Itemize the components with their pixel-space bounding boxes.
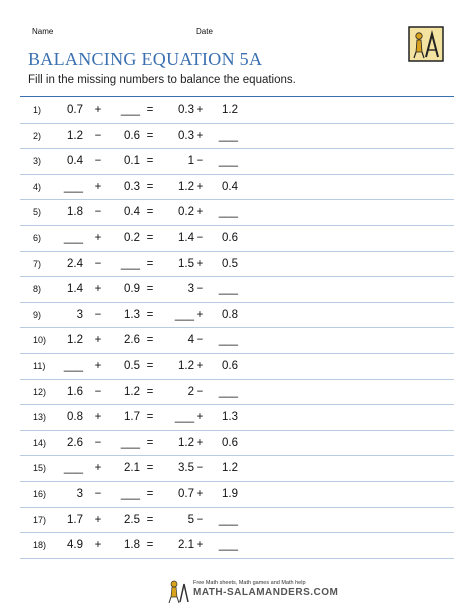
term-a-blank[interactable]: ___ — [63, 462, 83, 475]
term-d-blank[interactable]: ___ — [218, 206, 238, 219]
term-a: 1.2 — [67, 334, 83, 347]
problem-number: 5) — [33, 207, 42, 218]
term-b: 0.5 — [124, 359, 140, 372]
operator-1: + — [94, 539, 102, 552]
term-b-blank[interactable]: ___ — [120, 436, 140, 449]
equals-sign: = — [146, 308, 154, 321]
problem-number: 11) — [33, 360, 46, 371]
term-d-blank[interactable]: ___ — [218, 334, 238, 347]
operator-1: + — [94, 359, 102, 372]
term-b: 0.2 — [124, 231, 140, 244]
equals-sign: = — [146, 334, 154, 347]
term-d: 0.6 — [222, 436, 238, 449]
term-d-blank[interactable]: ___ — [218, 129, 238, 142]
term-a: 3 — [76, 308, 83, 321]
equals-sign: = — [146, 513, 154, 526]
operator-1: + — [94, 411, 102, 424]
term-c: 0.7 — [178, 487, 194, 500]
term-a: 1.7 — [67, 513, 83, 526]
term-b: 2.6 — [124, 334, 140, 347]
operator-1: + — [94, 283, 102, 296]
instructions-text: Fill in the missing numbers to balance the equations. — [28, 74, 296, 86]
equals-sign: = — [146, 359, 154, 372]
problem-row — [20, 226, 454, 252]
term-b-blank[interactable]: ___ — [120, 257, 140, 270]
term-b-blank[interactable]: ___ — [120, 104, 140, 116]
operator-1: + — [94, 104, 102, 116]
problem-row — [20, 175, 454, 201]
term-c: 1.2 — [178, 359, 194, 372]
header-divider — [20, 96, 454, 97]
problem-row — [20, 456, 454, 482]
operator-2: − — [196, 513, 204, 526]
equals-sign: = — [146, 231, 154, 244]
problem-row — [20, 482, 454, 508]
term-a: 1.8 — [67, 206, 83, 219]
operator-1: − — [94, 308, 102, 321]
term-a-blank[interactable]: ___ — [63, 231, 83, 244]
term-c-blank[interactable]: ___ — [174, 308, 194, 321]
equals-sign: = — [146, 411, 154, 424]
operator-2: − — [196, 385, 204, 398]
term-a: 1.4 — [67, 283, 83, 296]
date-label: Date — [196, 27, 213, 36]
equals-sign: = — [146, 257, 154, 270]
problem-number: 14) — [33, 437, 47, 448]
operator-1: − — [94, 257, 102, 270]
problem-number: 12) — [33, 386, 47, 397]
problem-row — [20, 508, 454, 534]
operator-1: − — [94, 436, 102, 449]
term-c: 2.1 — [178, 539, 194, 552]
problem-number: 15) — [33, 463, 47, 474]
term-c: 0.2 — [178, 206, 194, 219]
footer-tagline: Free Math sheets, Math games and Math help — [193, 580, 306, 586]
term-a: 1.6 — [67, 385, 83, 398]
operator-2: + — [196, 104, 204, 116]
operator-2: + — [196, 257, 204, 270]
operator-1: + — [94, 513, 102, 526]
term-b-blank[interactable]: ___ — [120, 487, 140, 500]
problem-row — [20, 98, 454, 124]
problem-row — [20, 277, 454, 303]
operator-2: + — [196, 180, 204, 193]
term-a-blank[interactable]: ___ — [63, 359, 83, 372]
equals-sign: = — [146, 385, 154, 398]
term-d: 0.8 — [222, 308, 238, 321]
operator-1: − — [94, 206, 102, 219]
problem-list — [20, 98, 454, 559]
problem-row — [20, 431, 454, 457]
problem-number: 18) — [33, 540, 47, 551]
problem-number: 13) — [33, 412, 47, 423]
problem-number: 2) — [33, 130, 42, 141]
term-b: 1.7 — [124, 411, 140, 424]
term-a-blank[interactable]: ___ — [63, 180, 83, 193]
operator-2: − — [196, 334, 204, 347]
equals-sign: = — [146, 206, 154, 219]
term-d: 1.2 — [222, 462, 238, 475]
term-c: 1.2 — [178, 180, 194, 193]
operator-2: + — [196, 206, 204, 219]
operator-2: − — [196, 231, 204, 244]
problem-number: 6) — [33, 232, 42, 243]
problem-row — [20, 328, 454, 354]
problem-row — [20, 533, 454, 559]
operator-1: + — [94, 462, 102, 475]
operator-2: + — [196, 487, 204, 500]
equals-sign: = — [146, 462, 154, 475]
operator-2: + — [196, 411, 204, 424]
term-a: 0.7 — [67, 104, 83, 116]
problem-row — [20, 252, 454, 278]
problem-number: 17) — [33, 514, 47, 525]
problem-row — [20, 149, 454, 175]
operator-1: + — [94, 180, 102, 193]
problem-number: 16) — [33, 488, 47, 499]
equals-sign: = — [146, 104, 154, 116]
problem-number: 8) — [33, 284, 42, 295]
term-d-blank[interactable]: ___ — [218, 513, 238, 526]
term-d: 0.5 — [222, 257, 238, 270]
equals-sign: = — [146, 539, 154, 552]
term-d: 0.4 — [222, 180, 238, 193]
problem-row — [20, 380, 454, 406]
operator-1: − — [94, 129, 102, 142]
operator-1: − — [94, 385, 102, 398]
problem-row — [20, 124, 454, 150]
term-d: 1.9 — [222, 487, 238, 500]
equals-sign: = — [146, 129, 154, 142]
term-c: 5 — [187, 513, 194, 526]
operator-2: + — [196, 436, 204, 449]
equals-sign: = — [146, 436, 154, 449]
problem-number: 10) — [33, 335, 47, 346]
term-a: 2.4 — [67, 257, 83, 270]
term-a: 0.8 — [67, 411, 83, 424]
footer-brand: MATH-SALAMANDERS.COM — [193, 587, 339, 598]
term-c: 1 — [187, 155, 194, 168]
operator-1: − — [94, 487, 102, 500]
term-c: 0.3 — [178, 129, 194, 142]
term-b: 1.2 — [124, 385, 140, 398]
term-c: 1.5 — [178, 257, 194, 270]
term-d: 1.3 — [222, 411, 238, 424]
term-c: 3 — [187, 283, 194, 296]
worksheet-title: BALANCING EQUATION 5A — [28, 49, 263, 69]
problem-number: 4) — [33, 181, 42, 192]
operator-2: + — [196, 129, 204, 142]
term-a: 1.2 — [67, 129, 83, 142]
term-a: 0.4 — [67, 155, 83, 168]
term-d-blank[interactable]: ___ — [218, 539, 238, 552]
term-a: 4.9 — [67, 539, 83, 552]
operator-2: + — [196, 359, 204, 372]
problem-row — [20, 200, 454, 226]
term-c: 1.4 — [178, 231, 194, 244]
problem-number: 1) — [33, 105, 42, 115]
problem-number: 3) — [33, 156, 42, 167]
equals-sign: = — [146, 180, 154, 193]
operator-1: − — [94, 155, 102, 168]
term-c: 2 — [187, 385, 194, 398]
operator-2: − — [196, 283, 204, 296]
term-c: 4 — [187, 334, 194, 347]
salamander-icon — [165, 578, 191, 604]
term-c: 0.3 — [178, 104, 194, 116]
operator-2: − — [196, 155, 204, 168]
term-d-blank[interactable]: ___ — [218, 155, 238, 168]
equals-sign: = — [146, 155, 154, 168]
operator-1: + — [94, 231, 102, 244]
term-b: 2.1 — [124, 462, 140, 475]
term-b: 2.5 — [124, 513, 140, 526]
problem-number: 7) — [33, 258, 42, 269]
term-c-blank[interactable]: ___ — [174, 411, 194, 424]
term-b: 0.9 — [124, 283, 140, 296]
math-salamanders-logo-icon — [408, 26, 444, 62]
operator-1: + — [94, 334, 102, 347]
term-d: 0.6 — [222, 231, 238, 244]
problem-row — [20, 354, 454, 380]
term-b: 1.3 — [124, 308, 140, 321]
term-c: 3.5 — [178, 462, 194, 475]
operator-2: + — [196, 539, 204, 552]
term-b: 0.4 — [124, 206, 140, 219]
term-b: 0.6 — [124, 129, 140, 142]
term-c: 1.2 — [178, 436, 194, 449]
operator-2: − — [196, 462, 204, 475]
problem-row — [20, 405, 454, 431]
name-date-line — [32, 27, 213, 36]
problem-row — [20, 303, 454, 329]
term-d-blank[interactable]: ___ — [218, 283, 238, 296]
equals-sign: = — [146, 283, 154, 296]
problem-number: 9) — [33, 309, 42, 320]
term-a: 3 — [76, 487, 83, 500]
term-b: 0.3 — [124, 180, 140, 193]
term-d: 0.6 — [222, 359, 238, 372]
term-d: 1.2 — [222, 104, 238, 116]
term-a: 2.6 — [67, 436, 83, 449]
term-d-blank[interactable]: ___ — [218, 385, 238, 398]
operator-2: + — [196, 308, 204, 321]
name-label: Name — [32, 27, 54, 36]
term-b: 1.8 — [124, 539, 140, 552]
term-b: 0.1 — [124, 155, 140, 168]
equals-sign: = — [146, 487, 154, 500]
